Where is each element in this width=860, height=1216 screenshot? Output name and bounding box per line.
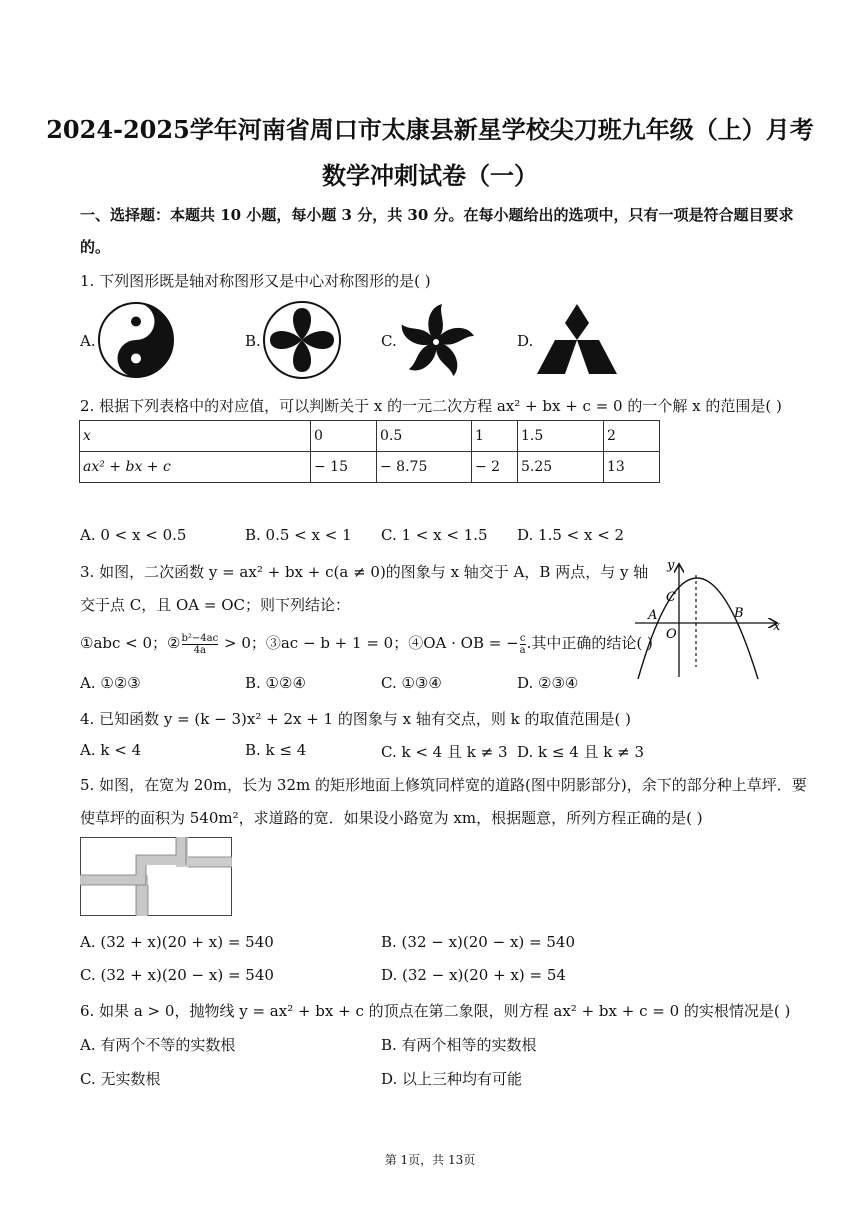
- section-instruction-line1: 一、选择题：本题共 10 小题，每小题 3 分，共 30 分。在每小题给出的选项中，只有一项是符合题目要求: [80, 206, 794, 224]
- three-diamonds-icon: [535, 302, 619, 376]
- fraction-numerator: b²−4ac: [181, 632, 219, 644]
- q3-conclusions-part1: ①abc < 0；②: [80, 634, 181, 652]
- table-cell: 0.5: [377, 421, 472, 452]
- q4-option-d: D. k ≤ 4 且 k ≠ 3: [517, 743, 645, 761]
- q4-option-a: A. k < 4: [80, 741, 142, 759]
- table-cell: 5.25: [518, 452, 604, 483]
- question-2-stem: 2. 根据下列表格中的对应值，可以判断关于 x 的一元二次方程 ax² + bx + c = 0 的一个解 x 的范围是( ): [80, 397, 782, 415]
- q2-option-c: C. 1 < x < 1.5: [381, 526, 488, 544]
- question-5-line1: 5. 如图，在宽为 20m，长为 32m 的矩形地面上修筑同样宽的道路(图中阴影部分)，余下的部分种上草坪．要: [80, 776, 807, 794]
- q4-option-c: C. k < 4 且 k ≠ 3: [381, 743, 508, 761]
- point-a-label: A: [648, 608, 658, 623]
- q3-option-d: D. ②③④: [517, 674, 579, 692]
- x-axis-label: x: [773, 619, 781, 634]
- q1-option-b: B.: [245, 332, 261, 350]
- q3-conclusions-part2: > 0；③ac − b + 1 = 0；④OA · OB = −: [219, 634, 519, 652]
- fraction: [182, 633, 219, 656]
- q5-option-b: B. (32 − x)(20 − x) = 540: [381, 933, 576, 951]
- question-1-stem: 1. 下列图形既是轴对称图形又是中心对称图形的是( ): [80, 272, 431, 290]
- table-cell: 1: [472, 421, 518, 452]
- fraction-denominator: a: [519, 644, 526, 656]
- table-cell: 13: [604, 452, 660, 483]
- question-5-line2: 使草坪的面积为 540m²，求道路的宽．如果设小路宽为 xm，根据题意，所列方程正确的是( ): [80, 809, 703, 827]
- q6-option-b: B. 有两个相等的实数根: [381, 1036, 537, 1054]
- origin-label: O: [666, 627, 677, 642]
- q5-option-d: D. (32 − x)(20 + x) = 54: [381, 966, 566, 984]
- table-cell: − 15: [311, 452, 377, 483]
- section-instruction-line2: 的。: [80, 238, 111, 256]
- q2-option-b: B. 0.5 < x < 1: [245, 526, 352, 544]
- point-c-label: C: [666, 590, 676, 605]
- question-6-stem: 6. 如果 a > 0，抛物线 y = ax² + bx + c 的顶点在第二象限，则方程 ax² + bx + c = 0 的实根情况是( ): [80, 1002, 791, 1020]
- table-cell: 0: [311, 421, 377, 452]
- q1-option-d: D.: [517, 332, 534, 350]
- table-cell: 1.5: [518, 421, 604, 452]
- q4-option-b: B. k ≤ 4: [245, 741, 307, 759]
- q2-option-a: A. 0 < x < 0.5: [80, 526, 187, 544]
- question-3-line1: 3. 如图，二次函数 y = ax² + bx + c(a ≠ 0)的图象与 x 轴交于 A，B 两点，与 y 轴: [80, 563, 649, 581]
- table-cell: x: [80, 421, 311, 452]
- y-axis-label: y: [667, 558, 675, 573]
- q1-option-a: A.: [80, 332, 96, 350]
- q3-option-a: A. ①②③: [80, 674, 141, 692]
- table-row: [80, 421, 660, 452]
- yin-yang-icon: [96, 300, 176, 380]
- table-cell: 2: [604, 421, 660, 452]
- road-diagram: [80, 837, 232, 916]
- q6-option-d: D. 以上三种均有可能: [381, 1070, 523, 1088]
- q1-option-c: C.: [381, 332, 397, 350]
- exam-title-line2: 数学冲刺试卷（一）: [322, 161, 538, 190]
- q3-conclusions-part3: .其中正确的结论( ): [526, 634, 653, 652]
- point-b-label: B: [734, 606, 744, 621]
- q3-option-c: C. ①③④: [381, 674, 442, 692]
- q6-option-c: C. 无实数根: [80, 1070, 161, 1088]
- fraction-numerator: c: [519, 632, 526, 644]
- values-table: [79, 420, 660, 483]
- q5-option-a: A. (32 + x)(20 + x) = 540: [80, 933, 274, 951]
- q3-option-b: B. ①②④: [245, 674, 306, 692]
- four-petal-clover-icon: [262, 300, 342, 380]
- fraction-denominator: 4a: [193, 644, 207, 656]
- q2-option-d: D. 1.5 < x < 2: [517, 526, 625, 544]
- bauhinia-flower-icon: [396, 300, 476, 380]
- question-3-line3: [80, 632, 653, 656]
- table-cell: ax² + bx + c: [80, 452, 311, 483]
- question-4-stem: 4. 已知函数 y = (k − 3)x² + 2x + 1 的图象与 x 轴有交点，则 k 的取值范围是( ): [80, 710, 631, 728]
- page-number-footer: 第 1页，共 13页: [384, 1153, 476, 1167]
- q6-option-a: A. 有两个不等的实数根: [80, 1036, 236, 1054]
- table-cell: − 2: [472, 452, 518, 483]
- parabola-graph: [630, 555, 785, 685]
- question-3-line2: 交于点 C，且 OA = OC；则下列结论：: [80, 596, 351, 614]
- table-row: [80, 452, 660, 483]
- q5-option-c: C. (32 + x)(20 − x) = 540: [80, 966, 274, 984]
- parabola-curve: [638, 578, 758, 679]
- table-cell: − 8.75: [377, 452, 472, 483]
- fraction: [520, 633, 526, 656]
- exam-title-line1: 2024-2025学年河南省周口市太康县新星学校尖刀班九年级（上）月考: [46, 115, 814, 144]
